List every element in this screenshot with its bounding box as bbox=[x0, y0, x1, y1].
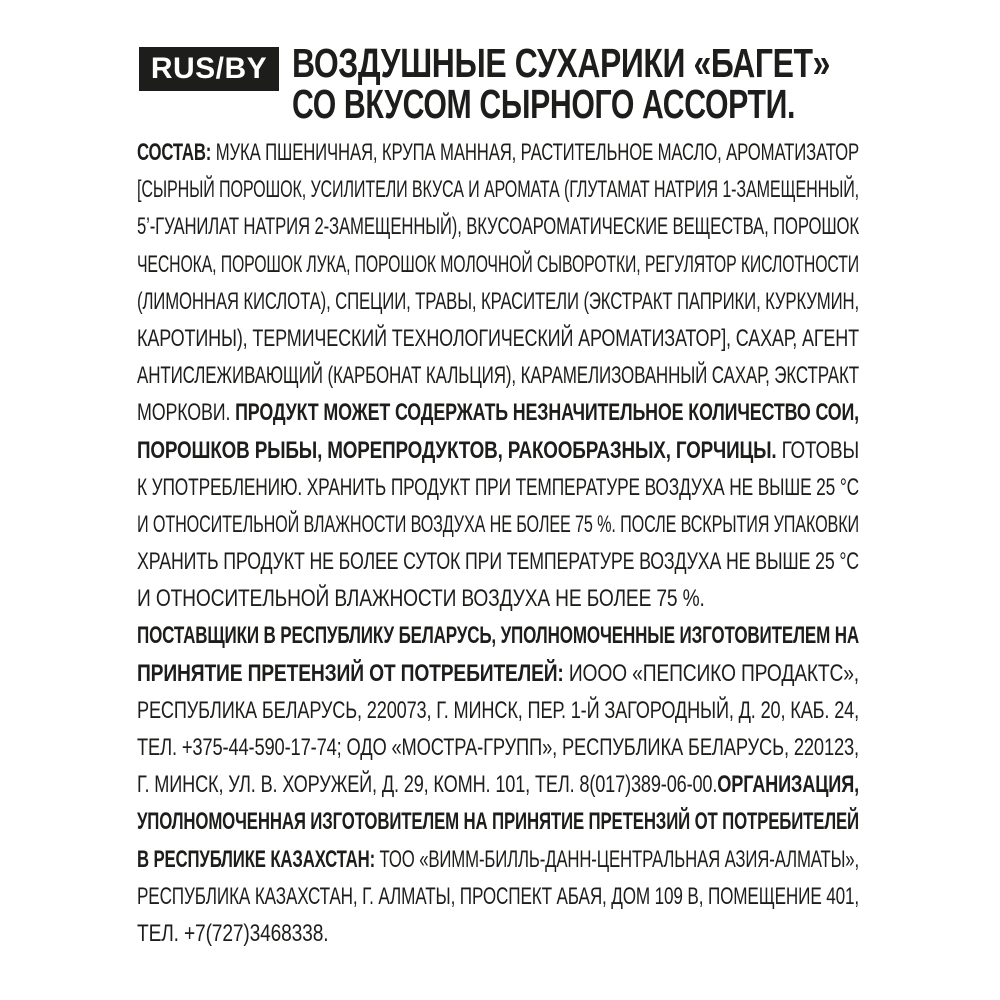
body-line bbox=[137, 320, 859, 357]
body-line bbox=[137, 803, 859, 840]
body-text-run: Г. МИНСК, УЛ. В. ХОРУЖЕЙ, Д. 29, КОМН. 101, ТЕЛ. 8(017)389-06-00. bbox=[137, 771, 718, 799]
body-text-run: ТЕЛ. +375-44-590-17-74; ОДО «МОСТРА-ГРУПП», РЕСПУБЛИКА БЕЛАРУСЬ, 220123, bbox=[137, 734, 859, 761]
body-line bbox=[137, 506, 859, 543]
body-text-run: 5’-ГУАНИЛАТ НАТРИЯ 2-ЗАМЕЩЕННЫЙ), ВКУСОАРОМАТИЧЕСКИЕ ВЕЩЕСТВА, ПОРОШОК bbox=[137, 213, 859, 241]
body-text-run: [СЫРНЫЙ ПОРОШОК, УСИЛИТЕЛИ ВКУСА И АРОМАТА (ГЛУТАМАТ НАТРИЯ 1-ЗАМЕЩЕННЫЙ, bbox=[137, 176, 859, 204]
body-text-bold-run: ПОСТАВЩИКИ В РЕСПУБЛИКУ БЕЛАРУСЬ, УПОЛНОМОЧЕННЫЕ ИЗГОТОВИТЕЛЕМ НА bbox=[137, 622, 859, 650]
language-region-badge bbox=[139, 47, 279, 91]
body-text-run: ЧЕСНОКА, ПОРОШОК ЛУКА, ПОРОШОК МОЛОЧНОЙ СЫВОРОТКИ, РЕГУЛЯТОР КИСЛОТНОСТИ bbox=[137, 250, 859, 278]
body-text-run: (ЛИМОННАЯ КИСЛОТА), СПЕЦИИ, ТРАВЫ, КРАСИТЕЛИ (ЭКСТРАКТ ПАПРИКИ, КУРКУМИН, bbox=[137, 287, 859, 315]
body-line bbox=[137, 543, 859, 580]
body-text-run: ХРАНИТЬ ПРОДУКТ НЕ БОЛЕЕ СУТОК ПРИ ТЕМПЕРАТУРЕ ВОЗДУХА НЕ ВЫШЕ 25 °С bbox=[137, 548, 859, 576]
body-line bbox=[137, 766, 859, 803]
body-text-run: ГОТОВЫ bbox=[781, 436, 859, 464]
body-line bbox=[137, 841, 859, 878]
body-text-run: ТОО «ВИММ-БИЛЛЬ-ДАНН-ЦЕНТРАЛЬНАЯ АЗИЯ-АЛМАТЫ», bbox=[379, 845, 859, 873]
body-line bbox=[137, 878, 859, 915]
body-line bbox=[137, 692, 859, 729]
body-text-run: МОРКОВИ. bbox=[137, 399, 236, 427]
body-line bbox=[137, 432, 859, 469]
body-line bbox=[137, 134, 859, 171]
body-line bbox=[137, 617, 859, 654]
body-line bbox=[137, 283, 859, 320]
body-line bbox=[137, 208, 859, 245]
body-text-run: К УПОТРЕБЛЕНИЮ. ХРАНИТЬ ПРОДУКТ ПРИ ТЕМПЕРАТУРЕ ВОЗДУХА НЕ ВЫШЕ 25 °С bbox=[137, 473, 859, 501]
label-body-text bbox=[137, 134, 859, 952]
body-line bbox=[137, 655, 859, 692]
body-text-run: РЕСПУБЛИКА КАЗАХСТАН, Г. АЛМАТЫ, ПРОСПЕКТ АБАЯ, ДОМ 109 В, ПОМЕЩЕНИЕ 401, bbox=[137, 882, 859, 910]
body-line bbox=[137, 469, 859, 506]
body-line bbox=[137, 357, 859, 394]
body-text-run: АНТИСЛЕЖИВАЮЩИЙ (КАРБОНАТ КАЛЬЦИЯ), КАРАМЕЛИЗОВАННЫЙ САХАР, ЭКСТРАКТ bbox=[137, 362, 859, 390]
body-text-run: И ОТНОСИТЕЛЬНОЙ ВЛАЖНОСТИ ВОЗДУХА НЕ БОЛЕЕ 75 %. ПОСЛЕ ВСКРЫТИЯ УПАКОВКИ bbox=[137, 510, 859, 538]
body-text-bold-run: ПОРОШКОВ РЫБЫ, МОРЕПРОДУКТОВ, РАКООБРАЗНЫХ, ГОРЧИЦЫ. bbox=[137, 436, 782, 464]
body-text-run: И ОТНОСИТЕЛЬНОЙ ВЛАЖНОСТИ ВОЗДУХА НЕ БОЛЕЕ 75 %. bbox=[137, 585, 705, 613]
language-region-badge-label: RUS/BY bbox=[150, 52, 268, 85]
body-line bbox=[137, 729, 859, 766]
body-text-run: КАРОТИНЫ), ТЕРМИЧЕСКИЙ ТЕХНОЛОГИЧЕСКИЙ АРОМАТИЗАТОР], САХАР, АГЕНТ bbox=[137, 324, 859, 352]
body-text-bold-run: ОРГАНИЗАЦИЯ, bbox=[717, 771, 859, 799]
body-line bbox=[137, 394, 859, 431]
body-line bbox=[137, 915, 328, 952]
body-text-bold-run: ПРОДУКТ МОЖЕТ СОДЕРЖАТЬ НЕЗНАЧИТЕЛЬНОЕ КОЛИЧЕСТВО СОИ, bbox=[235, 399, 860, 427]
product-title-line-1: ВОЗДУШНЫЕ СУХАРИКИ «БАГЕТ» bbox=[292, 40, 830, 86]
body-line bbox=[137, 580, 705, 617]
product-title-line-2: СО ВКУСОМ СЫРНОГО АССОРТИ. bbox=[292, 81, 795, 127]
body-line bbox=[137, 171, 859, 208]
product-title bbox=[292, 40, 983, 127]
body-text-run: РЕСПУБЛИКА БЕЛАРУСЬ, 220073, Г. МИНСК, ПЕР. 1-Й ЗАГОРОДНЫЙ, Д. 20, КАБ. 24, bbox=[137, 696, 859, 724]
body-text-bold-run: СОСТАВ: bbox=[137, 139, 216, 166]
body-text-run: ИООО «ПЕПСИКО ПРОДАКТС», bbox=[568, 659, 859, 687]
body-text-bold-run: В РЕСПУБЛИКЕ КАЗАХСТАН: bbox=[137, 845, 380, 873]
body-text-bold-run: УПОЛНОМОЧЕННАЯ ИЗГОТОВИТЕЛЕМ НА ПРИНЯТИЕ ПРЕТЕНЗИЙ ОТ ПОТРЕБИТЕЛЕЙ bbox=[137, 808, 859, 836]
body-text-bold-run: ПРИНЯТИЕ ПРЕТЕНЗИЙ ОТ ПОТРЕБИТЕЛЕЙ: bbox=[137, 659, 569, 687]
body-text-run: ТЕЛ. +7(727)3468338. bbox=[137, 919, 329, 947]
body-text-run: МУКА ПШЕНИЧНАЯ, КРУПА МАННАЯ, РАСТИТЕЛЬНОЕ МАСЛО, АРОМАТИЗАТОР bbox=[215, 139, 859, 166]
body-line bbox=[137, 246, 859, 283]
